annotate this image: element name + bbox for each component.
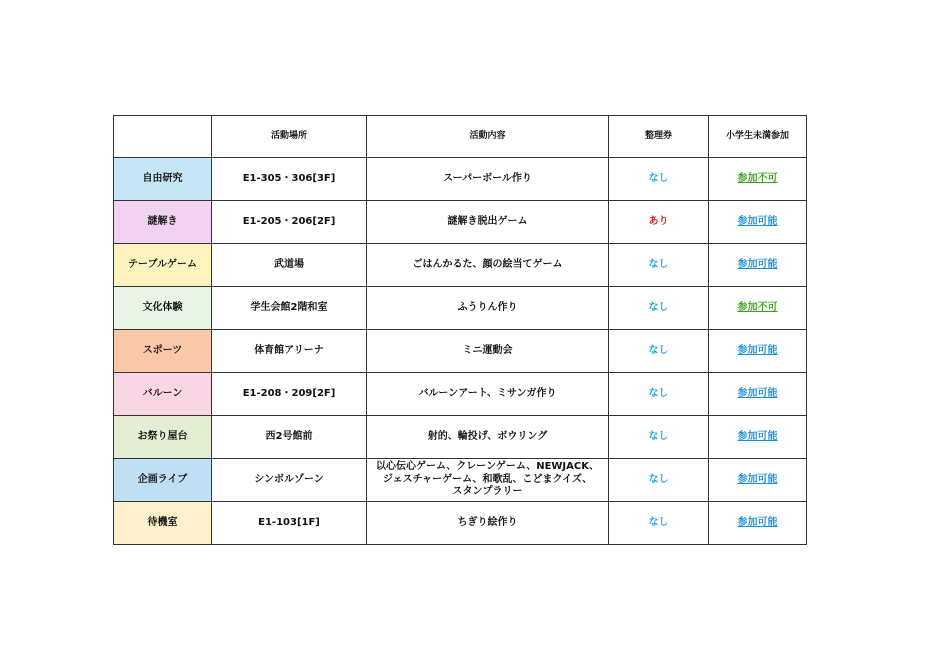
kids-cell: 参加可能 bbox=[709, 502, 807, 545]
table-row bbox=[114, 158, 807, 201]
table-row bbox=[114, 502, 807, 545]
category-cell: バルーン bbox=[114, 373, 212, 416]
kids-cell: 参加可能 bbox=[709, 459, 807, 502]
category-cell: 企画ライブ bbox=[114, 459, 212, 502]
content-cell: 謎解き脱出ゲーム bbox=[367, 201, 609, 244]
header-content: 活動内容 bbox=[367, 116, 609, 158]
place-cell: 体育館アリーナ bbox=[212, 330, 367, 373]
ticket-cell: なし bbox=[609, 416, 709, 459]
table-row bbox=[114, 287, 807, 330]
table-row bbox=[114, 201, 807, 244]
place-cell: E1-208・209[2F] bbox=[212, 373, 367, 416]
category-cell: スポーツ bbox=[114, 330, 212, 373]
category-cell: 待機室 bbox=[114, 502, 212, 545]
activity-table bbox=[113, 115, 807, 545]
table-body bbox=[114, 158, 807, 545]
ticket-cell: なし bbox=[609, 287, 709, 330]
place-cell: E1-103[1F] bbox=[212, 502, 367, 545]
table-row bbox=[114, 459, 807, 502]
category-cell: お祭り屋台 bbox=[114, 416, 212, 459]
ticket-cell: なし bbox=[609, 158, 709, 201]
place-cell: 西2号館前 bbox=[212, 416, 367, 459]
place-cell: 武道場 bbox=[212, 244, 367, 287]
header-ticket: 整理券 bbox=[609, 116, 709, 158]
place-cell: E1-305・306[3F] bbox=[212, 158, 367, 201]
content-cell: 以心伝心ゲーム、クレーンゲーム、NEWJACK、 ジェスチャーゲーム、和歌乱、こどまクイズ、 スタンプラリー bbox=[367, 459, 609, 502]
header-empty bbox=[114, 116, 212, 158]
kids-cell: 参加可能 bbox=[709, 373, 807, 416]
content-cell: ふうりん作り bbox=[367, 287, 609, 330]
content-cell: ミニ運動会 bbox=[367, 330, 609, 373]
header-kids: 小学生未満参加 bbox=[709, 116, 807, 158]
content-cell: 射的、輪投げ、ボウリング bbox=[367, 416, 609, 459]
table-row bbox=[114, 330, 807, 373]
category-cell: 文化体験 bbox=[114, 287, 212, 330]
kids-cell: 参加可能 bbox=[709, 201, 807, 244]
ticket-cell: なし bbox=[609, 459, 709, 502]
content-cell: ごはんかるた、顔の絵当てゲーム bbox=[367, 244, 609, 287]
header-row bbox=[114, 116, 807, 158]
ticket-cell: あり bbox=[609, 201, 709, 244]
place-cell: シンボルゾーン bbox=[212, 459, 367, 502]
table-row bbox=[114, 244, 807, 287]
kids-cell: 参加可能 bbox=[709, 416, 807, 459]
content-cell: バルーンアート、ミサンガ作り bbox=[367, 373, 609, 416]
ticket-cell: なし bbox=[609, 330, 709, 373]
content-cell: スーパーボール作り bbox=[367, 158, 609, 201]
kids-cell: 参加不可 bbox=[709, 287, 807, 330]
ticket-cell: なし bbox=[609, 373, 709, 416]
ticket-cell: なし bbox=[609, 244, 709, 287]
kids-cell: 参加可能 bbox=[709, 244, 807, 287]
kids-cell: 参加不可 bbox=[709, 158, 807, 201]
category-cell: テーブルゲーム bbox=[114, 244, 212, 287]
content-cell: ちぎり絵作り bbox=[367, 502, 609, 545]
kids-cell: 参加可能 bbox=[709, 330, 807, 373]
place-cell: E1-205・206[2F] bbox=[212, 201, 367, 244]
table-row bbox=[114, 373, 807, 416]
ticket-cell: なし bbox=[609, 502, 709, 545]
header-place: 活動場所 bbox=[212, 116, 367, 158]
category-cell: 自由研究 bbox=[114, 158, 212, 201]
place-cell: 学生会館2階和室 bbox=[212, 287, 367, 330]
category-cell: 謎解き bbox=[114, 201, 212, 244]
table-row bbox=[114, 416, 807, 459]
